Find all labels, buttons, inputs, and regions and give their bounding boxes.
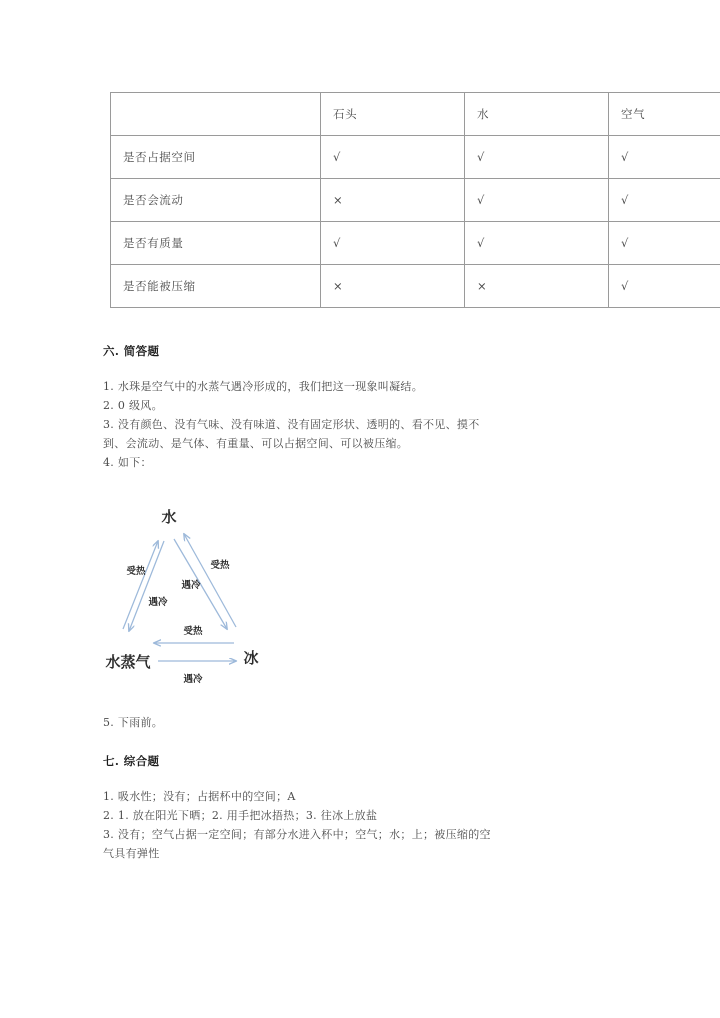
- cell-stone-compressible: ×: [321, 265, 465, 308]
- table-row: [111, 136, 720, 179]
- arrow-vapor-to-water: [123, 541, 158, 629]
- water-states-cycle-diagram: [96, 495, 306, 695]
- table-header-air: 空气: [609, 93, 720, 136]
- cell-water-compressible: ×: [465, 265, 609, 308]
- comprehensive-line-3: 3. 没有；空气占据一定空间；有部分水进入杯中；空气；水；上；被压缩的空: [103, 828, 491, 841]
- section-seven-answers: [103, 787, 633, 863]
- table-header-blank: [111, 93, 321, 136]
- table-header-water: 水: [465, 93, 609, 136]
- answer-line-1: 1. 水珠是空气中的水蒸气遇冷形成的，我们把这一现象叫凝结。: [103, 380, 423, 393]
- answer-line-4: 4. 如下：: [103, 456, 152, 469]
- table-header-stone: 石头: [321, 93, 465, 136]
- cell-air-compressible: √: [609, 265, 720, 308]
- diagram-edge-bottom-right: 遇冷: [183, 674, 203, 685]
- cell-stone-has-mass: √: [321, 222, 465, 265]
- table-row: [111, 179, 720, 222]
- cell-air-flows: √: [609, 179, 720, 222]
- section-heading-six: 六. 简答题: [103, 344, 160, 358]
- answer-line-5: 5. 下雨前。: [103, 716, 164, 729]
- row-label-has-mass: 是否有质量: [111, 222, 321, 265]
- answer-line-3: 3. 没有颜色、没有气味、没有味道、没有固定形状、透明的、看不见、摸不: [103, 418, 480, 431]
- diagram-edge-right-down: 遇冷: [181, 580, 201, 591]
- table-row: [111, 265, 720, 308]
- cell-stone-flows: ×: [321, 179, 465, 222]
- cell-water-flows: √: [465, 179, 609, 222]
- answer-line-3-cont: 到、会流动、是气体、有重量、可以占据空间、可以被压缩。: [103, 437, 409, 450]
- section-six-answer-5: [103, 713, 163, 732]
- section-six-answers: [103, 377, 633, 472]
- diagram-node-vapor: 水蒸气: [105, 653, 151, 671]
- table-header-row: [111, 93, 720, 136]
- diagram-edge-right-up: 受热: [210, 560, 230, 571]
- diagram-edge-left-up: 受热: [126, 566, 146, 577]
- diagram-edge-bottom-left: 受热: [183, 626, 203, 637]
- cell-stone-occupies-space: √: [321, 136, 465, 179]
- comprehensive-line-1: 1. 吸水性；没有；占据杯中的空间；A: [103, 790, 296, 803]
- comprehensive-line-3-cont: 气具有弹性: [103, 847, 160, 860]
- table-row: [111, 222, 720, 265]
- cell-air-occupies-space: √: [609, 136, 720, 179]
- comprehensive-line-2: 2. 1. 放在阳光下晒；2. 用手把冰捂热；3. 往冰上放盐: [103, 809, 378, 822]
- cell-water-occupies-space: √: [465, 136, 609, 179]
- diagram-node-water: 水: [161, 508, 177, 526]
- diagram-node-ice: 冰: [243, 649, 259, 667]
- row-label-occupies-space: 是否占据空间: [111, 136, 321, 179]
- row-label-flows: 是否会流动: [111, 179, 321, 222]
- section-heading-seven: 七. 综合题: [103, 754, 160, 768]
- cell-water-has-mass: √: [465, 222, 609, 265]
- diagram-svg: [96, 495, 306, 695]
- arrow-water-to-vapor: [129, 541, 164, 631]
- row-label-compressible: 是否能被压缩: [111, 265, 321, 308]
- properties-comparison-table: [110, 92, 720, 308]
- cell-air-has-mass: √: [609, 222, 720, 265]
- answer-line-2: 2. 0 级风。: [103, 399, 163, 412]
- diagram-edge-left-down: 遇冷: [148, 597, 168, 608]
